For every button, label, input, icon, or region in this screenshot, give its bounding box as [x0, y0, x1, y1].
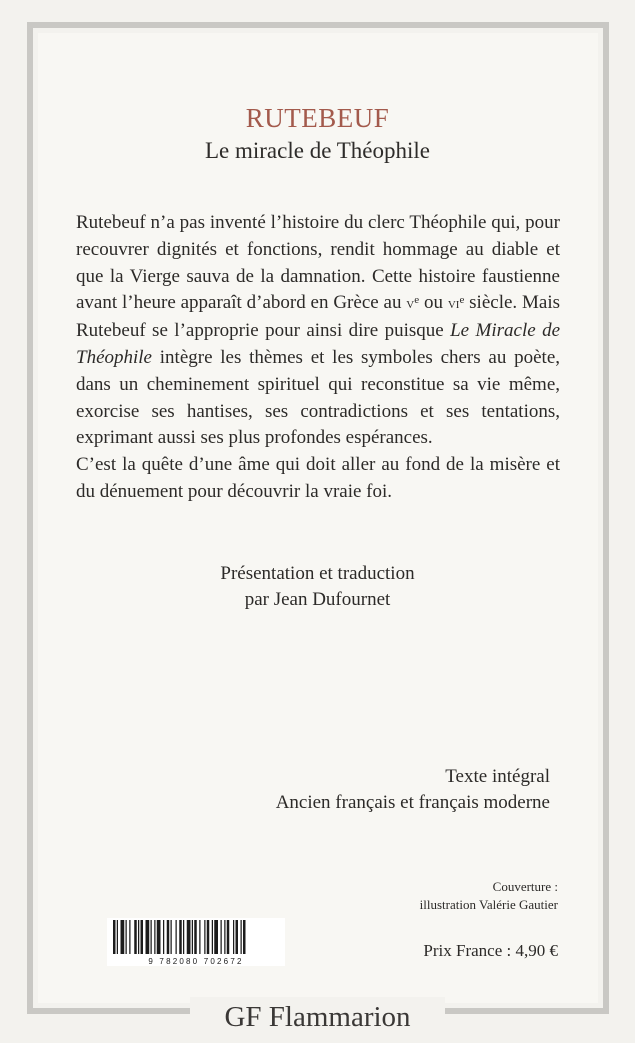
author-name: RUTEBEUF — [245, 103, 390, 133]
blurb-paragraph-2: C’est la quête d’une âme qui doit aller au fond de la misère et du dénuement pour découvrir la vraie foi. — [76, 454, 560, 502]
edition-info — [200, 764, 550, 816]
publisher-name: GF Flammarion — [190, 997, 445, 1037]
barcode-digits: 9 782080 702672 — [148, 957, 244, 966]
blurb-paragraph-1: Rutebeuf n’a pas inventé l’histoire du clerc Théophile qui, pour recouvrer dignités et fonctions, rendit hommage au diable et que la Vierge sauva de la damnation. Cette histoire faustienne avant l’heure apparaît d’abord en Grèce au $v^e$ ou $vi^e$ siècle. Mais Rutebeuf se l’approprie pour ainsi dire puisque Le Miracle de Théophile intègre les thèmes et les symboles chers au poète, dans un cheminement spirituel qui reconstitue sa vie même, exorcise ses hantises, ses contradictions et ses tentations, exprimant aussi ses plus profondes espérances. — [76, 212, 561, 449]
edition-line-2: Ancien français et français moderne — [275, 792, 550, 813]
edition-line-1: Texte intégral — [445, 766, 550, 787]
cover-credit-line-1: Couverture : — [492, 879, 558, 894]
work-title: Le Miracle de Théophile — [76, 320, 561, 368]
credit-line-2: par Jean Dufournet — [244, 589, 391, 610]
cover-panel — [38, 33, 598, 1003]
translator-credit — [0, 561, 635, 613]
isbn-barcode — [107, 918, 285, 966]
book-title: Le miracle de Théophile — [204, 138, 430, 163]
price-label: Prix France : 4,90 € — [423, 941, 558, 960]
cover-illustration-credit — [300, 878, 558, 914]
cover-credit-line-2: illustration Valérie Gautier — [419, 897, 558, 912]
blurb-text — [76, 210, 560, 506]
credit-line-1: Présentation et traduction — [220, 563, 415, 584]
